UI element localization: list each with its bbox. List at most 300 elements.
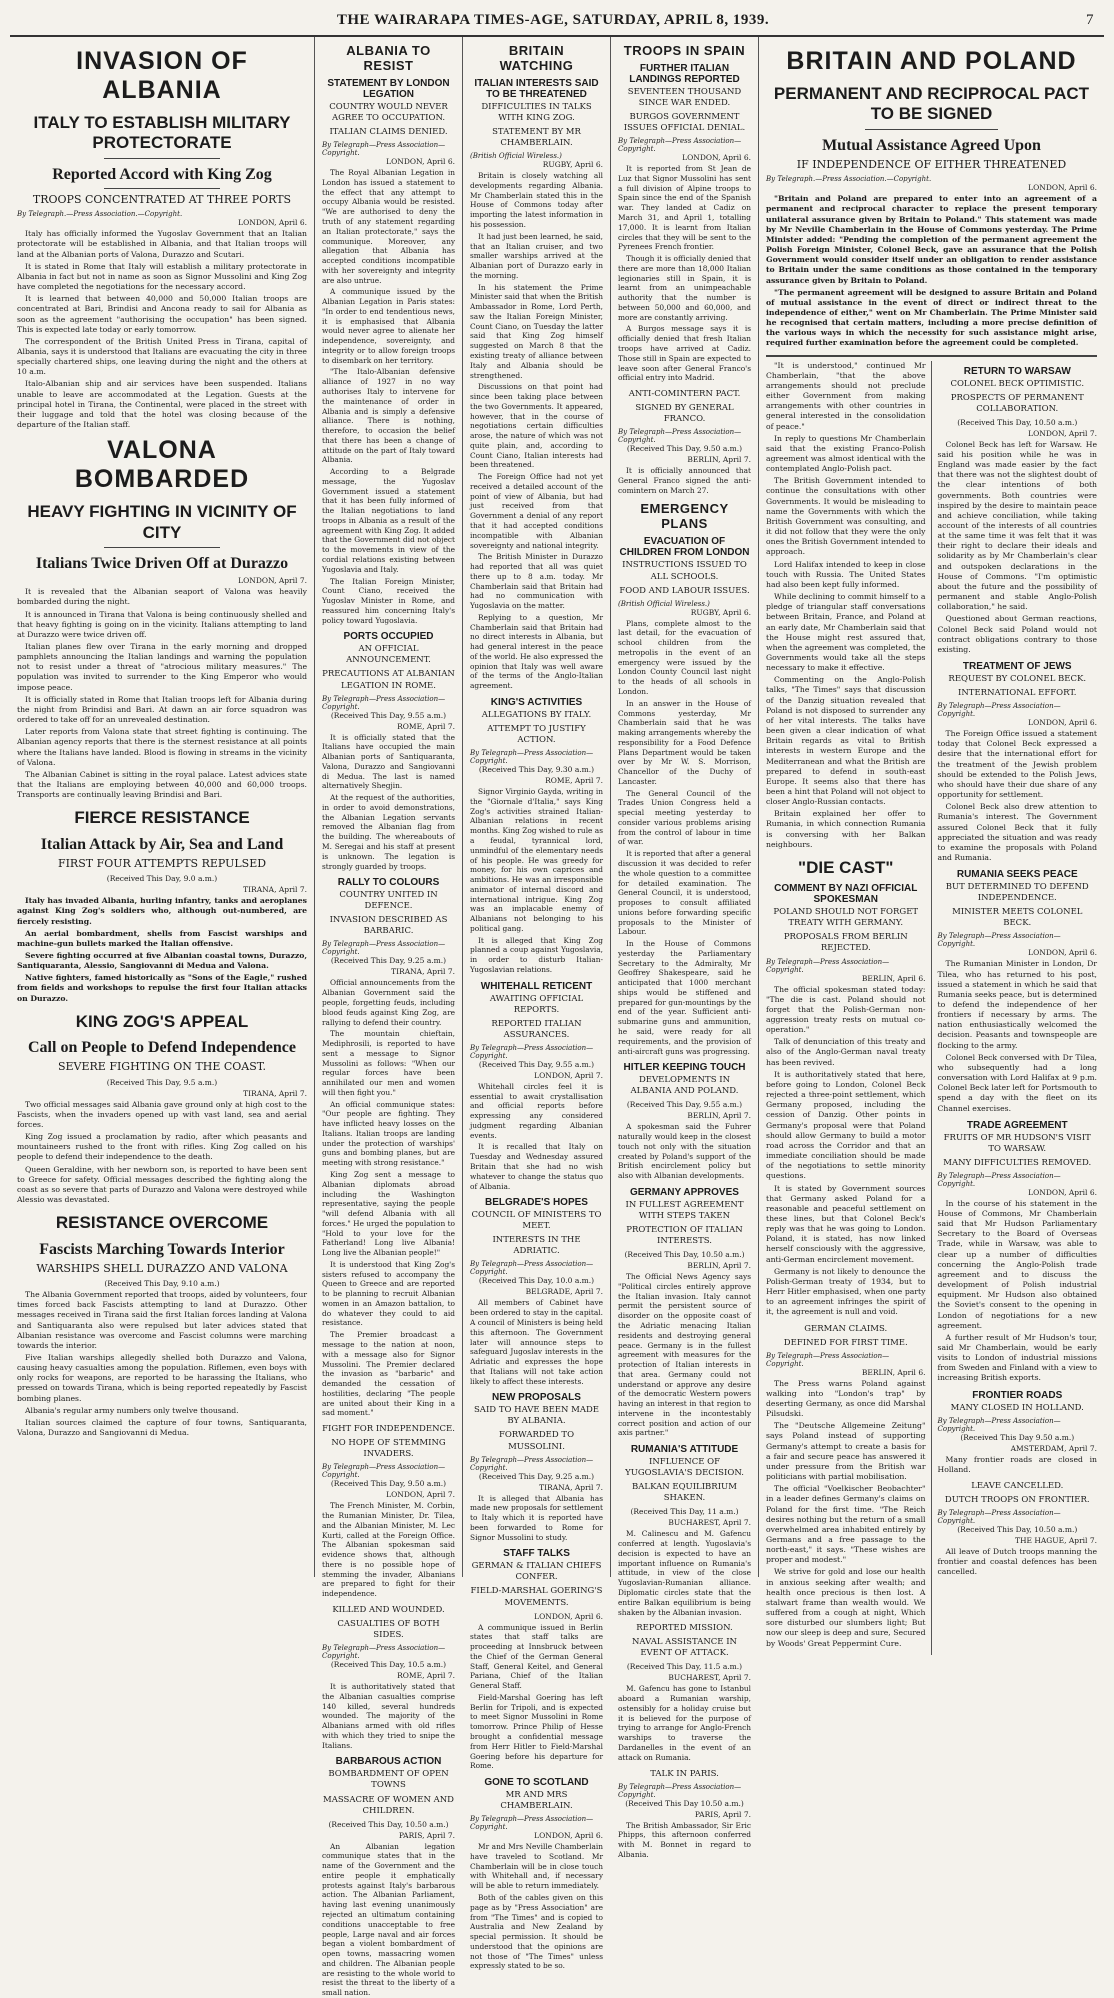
deck: COLONEL BECK OPTIMISTIC. [950,378,1085,389]
headline: RALLY TO COLOURS [337,877,440,889]
paragraph: The Italian Foreign Minister, Count Ciano, received the Yugoslav Minister in Rome, and reassured him concerning Italy's policy toward Yugoslavia. [322,576,455,625]
story-anti-comintern [618,389,751,495]
deck: DEFINED FOR FIRST TIME. [783,1337,908,1348]
credit-line: By Telegraph.—Press Association.—Copyright. [766,175,932,184]
paragraph: The correspondent of the British United Press in Tirana, capital of Albania, says it is understood that Italians are evacuating the city in three specially chartered ships, one leaving during the night and the others at 10 a.m. [17,336,307,377]
received-line: (Received This Day 9.50 a.m.) [960,1432,1075,1442]
paragraph: "The permanent agreement will be designed to assure Britain and Poland of mutual assistance in the event of direct or indirect threat to the independence of either," went on Mr Chamberlain. The Prime Minister said he recognised that certain matters, including a more precise definition of the various ways in which the necessity for such assistance might arise, required further examination before the agreement could be completed. [766,287,1097,348]
newspaper-page [10,8,1104,1998]
dateline: ROME, April 7. [397,1671,455,1681]
paragraph: King Zog sent a message to Albanian diplomats abroad including the Washington representative, saying the people "will defend Albania with all forces." He urged the population to "Hold to your love for the Fatherland! Long live Albania! Long live the Albanian people!" [322,1170,455,1258]
story-ports-occupied [322,631,455,871]
paragraph: The Albanian Cabinet is sitting in the royal palace. Latest advices state that the Italians are employing between 40,000 and 60,000 troops. Transports are continually leaving Brindisi and Bari. [17,769,307,800]
dateline: ROME, April 7. [397,721,455,731]
paragraph: A spokesman said the Fuhrer naturally would keep in the closest touch not only with the situation created by Poland's support of the British encirclement policy but also with Albanian developments. [618,1122,751,1181]
column-5-right [938,361,1098,1655]
dateline: LONDON, April 7. [386,1490,455,1500]
dateline: BERLIN, April 7. [687,455,751,465]
paragraph: Though it is officially denied that there are more than 18,000 Italian legionaries still in Spain, it is learnt from an unimpeachable authority that the number is between 50,000 and 60,000, and more are constantly arriving. [618,254,751,322]
credit-line: By Telegraph—Press Association—Copyright. [618,1782,742,1799]
dateline: LONDON, April 6. [682,153,751,163]
page-number: 7 [1086,12,1094,28]
deck: AWAITING OFFICIAL REPORTS. [489,993,584,1015]
credit-line: By Telegraph—Press Association—Copyright. [766,1351,890,1368]
column-4 [611,37,759,1859]
masthead [10,8,1104,37]
subheadline: Italian Attack by Air, Sea and Land [40,835,284,853]
deck: FOOD AND LABOUR ISSUES. [619,585,750,596]
paragraph: M. Gafencu has gone to Istanbul aboard a Rumanian warship, ostensibly for a holiday cruise but it is believed for the purpose of trying to arrange for Anglo-French warships to traverse the Dardanelles in the event of an attack on Rumania. [618,1684,751,1762]
paragraph: A communique issued by the Albanian Legation in Paris states: "In order to end tendentious news, it is emphasised that Albania would never agree to alienate her independence, sovereignty, and integrity or to allow foreign troops to disembark on her territory. [322,287,455,365]
deck: COUNTRY WOULD NEVER AGREE TO OCCUPATION. [329,102,448,124]
dateline: AMSTERDAM, April 7. [1010,1443,1097,1453]
credit-line: (British Official Wireless.) [618,599,710,608]
credit-line: By Telegraph.—Press Association.—Copyright. [17,210,183,219]
story-fierce-resistance [17,808,307,1003]
paragraph: Questioned about German reactions, Colonel Beck said Poland would not contract obligations contrary to those existing. [937,614,1097,654]
paragraph: It had just been learned, he said, that an Italian cruiser, and two smaller warships arrived at the Albanian port of Durazzo early in the morning. [470,231,603,280]
paragraph: Commenting on the Anglo-Polish talks, "The Times" says that discussion of the Danzig situation revealed that Poland is not disposed to surrender any of her vital interests. The talks have been given a clear indication of what Britain regards as vital to British interests in western Europe and the Mediterranean and what the British are prepared to defend in south-east Europe. It seems also that there has been a hint that Poland will not object to closer Anglo-Russian contacts. [766,675,926,807]
deck: INTERESTS IN THE ADRIATIC. [492,1235,581,1257]
dateline: TIRANA, April 7. [243,885,307,895]
headline: BELGRADE'S HOPES [485,1197,588,1209]
paragraph: Colonel Beck conversed with Dr Tilea, who subsequently had a long conversation with Lord Halifax at 9 p.m. Colonel Beck later left for Portsmouth to spend a day with the fleet on its Channel exercises. [937,1052,1097,1113]
deck: PROSPECTS OF PERMANENT COLLABORATION. [950,392,1084,414]
deck: MINISTER MEETS COLONEL BECK. [952,907,1083,929]
paragraph: Later reports from Valona state that street fighting is continuing. The Albanian agency reports that there is the sternest resistance at all points where the Italians have landed. Blood is flowing in streams in the vicinity of Valona. [17,727,307,767]
story-frontier-roads [938,1390,1098,1475]
paragraph: Colonel Beck has left for Warsaw. He said his position while he was in England was made easier by the fact that there was not the slightest doubt of the clear intentions of both governments. Both countries were inspired by the desire to maintain peace and achieve conciliation, while taking account of the interests of all countries at the same time it was felt that it was their right to declare their ideals and solidarity as by Mr Chamberlain's clear and outspoken declarations in the House of Commons. "I'm optimistic about the future and the possibility of permanent and stable Anglo-Polish collaboration," he said. [937,439,1097,612]
dateline: LONDON, April 7. [534,1070,603,1080]
headline: BRITAIN AND POLAND [786,47,1077,75]
dateline: LONDON, April 6. [1028,1187,1097,1197]
received-line: (Received This Day, 10.50 a.m.) [624,1250,745,1260]
received-line: (Received This Day, 10.50 a.m.) [957,1525,1078,1535]
deck: INSTRUCTIONS ISSUED TO ALL SCHOOLS. [622,560,747,582]
paragraph: The British Ambassador, Sir Eric Phipps, this afternoon conferred with M. Bonnet in regard to Albania. [618,1820,751,1859]
paragraph: In reply to questions Mr Chamberlain said that the existing Franco-Polish agreement was almost identical with the contemplated Anglo-Polish pact. [766,433,926,474]
headline: BRITAIN WATCHING [499,43,574,73]
paragraph: It is officially announced that General Franco signed the anti-comintern on March 27. [618,466,751,495]
deck: FRUITS OF MR HUDSON'S VISIT TO WARSAW. [943,1132,1091,1154]
story-rumania-seeks-peace [938,869,1098,1114]
credit-line: By Telegraph—Press Association—Copyright. [618,137,742,154]
headline: WHITEHALL RETICENT [480,980,593,992]
deck: GERMAN & ITALIAN CHIEFS CONFER. [471,1561,602,1583]
deck: FIGHT FOR INDEPENDENCE. [322,1424,455,1435]
paragraph: While declining to commit himself to a pledge of triangular staff conversations between Britain, France, and Poland at an early date, Mr Chamberlain said that the House might rest assured that, when the agreement was completed, the Governments would take all the steps necessary to make it effective. [766,592,926,673]
story-britain-and-poland [766,47,1097,349]
deck: IN FULLEST AGREEMENT WITH STEPS TAKEN [625,1199,744,1222]
subheadline: STATEMENT BY LONDON LEGATION [327,78,450,100]
paragraph: Mr and Mrs Neville Chamberlain have traveled to Scotland. Mr Chamberlain will be in close touch with Whitehall and, if necessary will be able to return immediately. [470,1842,603,1891]
received-line: (Received This Day, 10.5 a.m.) [330,1660,447,1670]
headline: "DIE CAST" [798,857,894,877]
story-talk-in-paris [618,1769,751,1860]
paragraph: It is authoritatively stated that the Albanian casualties comprise 140 killed, several hundreds wounded. The majority of the Albanians armed with old rifles with which they tried to snipe the Italians. [322,1682,455,1750]
headline: STAFF TALKS [503,1548,570,1560]
paragraph: "Britain and Poland are prepared to enter into an agreement of a permanent and reciprocal character to replace the present temporary unilateral assurance given by Britain to Poland." This statement was made by Mr Neville Chamberlain in the House of Commons yesterday. The Prime Minister added: "Pending the completion of the permanent agreement the Polish Foreign Minister, Colonel Beck, gave an assurance that the Polish Government would consider itself under an obligation to render assistance to Britain under the same conditions as those contained in the temporary assurance given by Britain to Poland. [766,194,1097,285]
dateline: LONDON, April 6. [386,157,455,167]
credit-line: By Telegraph—Press Association—Copyright. [937,932,1061,949]
dateline: BERLIN, April 6. [861,973,926,983]
credit-line: By Telegraph—Press Association—Copyright. [618,428,742,445]
received-line: (Received This Day, 9.55 a.m.) [626,1100,743,1110]
dateline: BUCHAREST, April 7. [668,1518,751,1528]
story-resistance-overcome [17,1213,307,1438]
credit-line: By Telegraph—Press Association—Copyright. [322,694,446,711]
headline: FIERCE RESISTANCE [74,808,250,828]
received-line: (Received This Day, 9.0 a.m.) [106,874,218,884]
paragraph: It is revealed that the Albanian seaport of Valona was heavily bombarded during the night. [17,587,307,607]
deck: SAID TO HAVE BEEN MADE BY ALBANIA. [473,1405,599,1427]
deck: DIFFICULTIES IN TALKS WITH KING ZOG. [481,102,592,124]
credit-line: By Telegraph—Press Association—Copyright. [322,141,446,158]
dateline: BERLIN, April 7. [687,1261,751,1271]
paragraph: It is reported from St Jean de Luz that Signor Mussolini has sent a full division of Alpine troops to Spain since the end of the Spanish war. They landed at Cadiz on March 31, and April 1, totalling 17,000. It is learnt from Italian circles that they will be sent to the Pyrenees French frontier. [618,164,751,252]
headline: INVASION OF ALBANIA [76,47,248,104]
headline: ALBANIA TO RESIST [346,43,431,73]
deck: BOMBARDMENT OF OPEN TOWNS [328,1769,449,1791]
paragraph: The Press warns Poland against walking into "London's trap" by deserting Germany, as once did Marshal Pilsudski. [766,1378,926,1419]
deck: DEVELOPMENTS IN ALBANIA AND POLAND. [630,1075,739,1097]
paragraph: Britain explained her offer to Rumania, in which connection Rumania is conversing with her Balkan neighbours. [766,809,926,849]
headline: FRONTIER ROADS [972,1389,1063,1401]
received-line: (Received This Day 10.50 a.m.) [625,1798,744,1808]
credit-line: By Telegraph—Press Association—Copyright. [470,1455,594,1472]
credit-line: By Telegraph—Press Association—Copyright. [322,1644,446,1661]
headline: EMERGENCY PLANS [640,501,729,532]
credit-line: By Telegraph—Press Association—Copyright. [937,702,1061,719]
deck: WARSHIPS SHELL DURAZZO AND VALONA [36,1261,288,1275]
paragraph: The Royal Albanian Legation in London has issued a statement to the effect that any attempt to occupy Albania would be resisted. "We are authorised to deny the truth of any statement regarding an Italian protectorate," says the communique. Moreover, any allegation that Albania has accepted conditions incompatible with her sovereignty and integrity are also untrue. [322,168,455,285]
subheadline: Reported Accord with King Zog [52,165,272,183]
paragraph: The Albania Government reported that troops, aided by volunteers, four times forced back Fascists attempting to land at Durazzo. Other messages received in Tirana said the first Italian forces landing at Valona and Santiquaranta also were repulsed but later advices stated that Albanian resistance was overcome and Fascist columns were marching towards the interior. [17,1290,307,1350]
paragraph: The official spokesman stated today: "The die is cast. Poland should not forget that the Polish-German non-aggression treaty rests on mutual co-operation." [766,984,926,1035]
deck: DUTCH TROOPS ON FRONTIER. [944,1495,1090,1506]
headline: PORTS OCCUPIED [343,631,434,643]
paragraph: Italy has officially informed the Yugoslav Government that an Italian protectorate will be established in Albania, and that Italian troops will land at the Albanian ports of Valona, Durazzo and Scutari. [17,229,307,259]
deck: BALKAN EQUILIBRIUM SHAKEN. [632,1482,737,1504]
story-hitler-keeping-touch [618,1062,751,1181]
credit-line: By Telegraph—Press Association—Copyright. [470,749,594,766]
paragraph: Queen Geraldine, with her newborn son, is reported to have been sent to Greece for safety. Official messages described the fighting along the coast as so severe that parts of Durazzo and Valona were destroyed while Alessio was devastated. [17,1164,307,1205]
paragraph: It is reported that after a general discussion it was decided to refer the whole question to a committee for detailed examination. The General Council, it is understood, proposes to consult affiliated unions before forwarding specific proposals to the Minister of Labour. [618,849,751,937]
paragraph: The French Minister, M. Corbin, the Rumanian Minister, Dr. Tilea, and the Albanian Minister, M. Lec Kurti, called at the Foreign Office. The Albanian spokesman said evidence shows that, although there is no possible hope of stemming the invader, Albanians are prepared to fight for their independence. [322,1501,455,1599]
deck: ITALIAN CLAIMS DENIED. [329,127,448,138]
deck: AN OFFICIAL ANNOUNCEMENT. [346,644,431,666]
deck: FIELD-MARSHAL GOERING'S MOVEMENTS. [470,1586,603,1608]
deck: KILLED AND WOUNDED. [332,1604,445,1615]
story-reported-mission [618,1623,751,1762]
story-barbarous-action [322,1756,455,1997]
paragraph: M. Calinescu and M. Gafencu conferred at length. Yugoslavia's decision is expected to have an important influence on Rumania's attitude, in view of the close Yugoslavian-Rumanian alliance. Diplomatic circles state that the entire Balkan equilibrium is being shaken by the Albanian invasion. [618,1529,751,1617]
credit-line: By Telegraph—Press Association—Copyright. [937,1509,1061,1526]
received-line: (Received This Day, 11.5 a.m.) [626,1662,743,1672]
headline: TREATMENT OF JEWS [962,661,1072,673]
subheadline: Mutual Assistance Agreed Upon [822,136,1041,154]
deck: INTERNATIONAL EFFORT. [958,688,1077,699]
paragraph: The Foreign Office had not yet received a detailed account of the point of view of Albania, but had just received from that Government a denial of any report that it had accepted conditions incompatible with Albanian sovereignty and national integrity. [470,472,603,550]
story-germany-approves [618,1187,751,1438]
paragraph: "The Italo-Albanian defensive alliance of 1927 in no way authorises Italy to intervene for the maintenance of order in Albania and is simply a defensive alliance. There is nothing, therefore, to occasion the belief that there has been a change of attitude on the part of Italy toward Albania. [322,367,455,465]
deck: ALLEGATIONS BY ITALY. [481,710,592,720]
paragraph: Colonel Beck also drew attention to Rumania's interest. The Government assured Colonel Beck that it fully appreciated the situation and was ready to examine the proposals with Poland and Rumania. [937,802,1097,862]
dateline: LONDON, April 6. [534,1611,603,1621]
paragraph: Italo-Albanian ship and air services have been suspended. Italians unable to leave are accommodated at the Legation. Guests at the principal hotel in Tirana, the Continental, were placed in the street with their luggage and told that the hotel was closing because of the departure of the Italian staff. [17,379,307,430]
story-rally-to-colours [322,877,455,1418]
story-invasion-of-albania [17,47,307,430]
headline: GONE TO SCOTLAND [484,1777,589,1789]
headline: GERMANY APPROVES [630,1186,739,1198]
deck: PROTECTION OF ITALIAN INTERESTS. [626,1225,743,1247]
paragraph: Germany is not likely to denounce the Polish-German treaty of 1934, but to Herr Hitler emphasised, when one party to an agreement infringes the spirit of it, the agreement is null and void. [766,1266,926,1317]
story-whitehall-reticent [470,981,603,1192]
dateline: PARIS, April 7. [398,1830,455,1840]
credit-line: By Telegraph—Press Association—Copyright. [470,1043,594,1060]
dateline: ROME, April 7. [545,776,603,786]
dateline: RUGBY, April 6. [690,607,751,617]
paragraph: Many frontier roads are closed in Holland. [937,1454,1097,1474]
story-kings-activities [470,697,603,975]
deck: INFLUENCE OF YUGOSLAVIA'S DECISION. [625,1457,744,1479]
credit-line: By Telegraph—Press Association—Copyright. [470,1815,594,1832]
received-line: (Received This Day, 10.0 a.m.) [478,1276,595,1286]
dateline: LONDON, April 6. [238,218,307,228]
headline: TROOPS IN SPAIN [623,43,746,58]
headline: NEW PROPOSALS [492,1392,581,1404]
deck: BURGOS GOVERNMENT ISSUES OFFICIAL DENIAL. [623,112,746,134]
credit-line: By Telegraph—Press Association—Copyright. [766,957,890,974]
deck: MR AND MRS CHAMBERLAIN. [500,1790,573,1812]
dateline: TIRANA, April 7. [539,1482,603,1492]
deck: TALK IN PARIS. [650,1768,719,1779]
deck: MANY DIFFICULTIES REMOVED. [943,1157,1092,1168]
paragraph: The British Minister in Durazzo had reported that all was quiet there up to 8 a.m. today. Mr Chamberlain said that Britain had had no communication with Yugoslavia on the matter. [470,552,603,611]
story-king-zogs-appeal [17,1012,307,1205]
paragraph: It is learned that between 40,000 and 50,000 Italian troops are concentrated at Bari, Brindisi and Ancona ready to sail for Albania as soon as the agreement "authorising the occupation" has been signed. This is expected late today or early tomorrow. [17,294,307,334]
paragraph: In the House of Commons yesterday the Parliamentary Secretary to the Admiralty, Mr Geoffrey Shakespeare, said he anticipated that 1000 merchant ships would be stiffened and prepared for gun-mountings by the end of the year. Sufficient anti-submarine guns and ammunition, he said, were ready for all requirements, and the provision of anti-aircraft guns was progressing. [618,939,751,1056]
story-britain-watching [470,43,603,691]
credit-line: By Telegraph—Press Association—Copyright. [322,940,446,957]
deck: MASSACRE OF WOMEN AND CHILDREN. [323,1794,454,1816]
deck: SEVENTEEN THOUSAND SINCE WAR ENDED. [627,87,742,109]
story-rumanias-attitude [618,1444,751,1617]
paragraph: A communique issued in Berlin states that staff talks are proceeding at Innsbruck between the Chief of the German General Staff, General Keitel, and General Pariana, Chief of the Italian General Staff. [470,1622,603,1691]
deck: SIGNED BY GENERAL FRANCO. [635,403,734,425]
credit-line: By Telegraph—Press Association—Copyright. [470,1260,594,1277]
dateline: TIRANA, April 7. [391,967,455,977]
paragraph: Field-Marshal Goering has left Berlin for Tripoli, and is expected to meet Signor Mussolini in Rome tomorrow. Prince Philip of Hesse brought a confidential message from Herr Hitler to Field-Marshal Goering before his departure for Rome. [470,1692,603,1771]
story-trade-agreement [938,1120,1098,1384]
paragraph: Italian planes flew over Tirana in the early morning and dropped pamphlets announcing the Italian landings and warning the population not to resist under a threat of "atrocious military measures." The population was invited to surrender to the King Emperor who would impose peace. [17,641,307,692]
subheadline: Fascists Marching Towards Interior [39,1240,285,1258]
dateline: LONDON, April 6. [1028,718,1097,728]
dateline: LONDON, April 6. [534,1831,603,1841]
paragraph: It is stated by Government sources that Germany asked Poland for a reasonable and peaceful settlement on these lines, but that Colonel Beck's reply was that he was going to London. Poland, it is stated, has now linked herself consciously with the aggressive, anti-German encirclement movement. [766,1183,926,1264]
paragraph: The Official News Agency says "Political circles entirely approve the Italian invasion. Italy cannot permit the persistent source of disorder on the opposite coast of the Adriatic menacing Italian residents and destroying general peace. Germany is in the fullest agreement with measures for the protection of Italian interests in that area. Germany could not understand or approve any desire of the democratic Western powers having an interest in that region to intervene in the incontestably correct position and action of our axis partner." [618,1272,751,1438]
subheadline: PERMANENT AND RECIPROCAL PACT TO BE SIGNED [773,84,1090,124]
paragraph: The General Council of the Trades Union Congress held a special meeting yesterday to consider various problems arising from the control of labour in time of war. [618,788,751,847]
dateline: THE HAGUE, April 7. [1014,1536,1097,1546]
dateline: BERLIN, April 6. [861,1367,926,1377]
credit-line: By Telegraph—Press Association—Copyright. [937,1416,1061,1433]
received-line: (Received This Day, 9.30 a.m.) [478,765,595,775]
paragraph: It is officially stated that the Italians have occupied the main Albanian ports of Santiquaranta, Valona, Durazzo and Sangiovanni di Medua. The last is named alternatively Shegjin. [322,732,455,791]
story-troops-in-spain [618,43,751,383]
subheadline: ITALY TO ESTABLISH MILITARY PROTECTORATE [33,113,291,153]
deck: GERMAN CLAIMS. [804,1323,888,1334]
paragraph: King Zog issued a proclamation by radio, after which peasants and mountaineers rushed to the front with rifles. King Zog called on his people to defend their independence to the death. [17,1132,307,1162]
dateline: LONDON, April 6. [1028,948,1097,958]
received-line: (Received This Day, 9.50 a.m.) [626,444,743,454]
dateline: RUGBY, April 6. [542,160,603,170]
paragraph: The British Government intended to continue the consultations with other Governments. It would be misleading to name the Governments with which the British Government was consulting, and it did not follow that they were the only ones the British Government intended to approach. [766,476,926,557]
paragraph: The Premier broadcast a message to the nation at noon, with a message also for Signor Mussolini. The Premier declared the invasion as "barbaric" and demanded the cessation of hostilities, declaring "The people are united about their King in a sad moment." [322,1330,455,1418]
deck: FIRST FOUR ATTEMPTS REPULSED [57,856,267,870]
paragraph: It is officially stated in Rome that Italian troops left for Albania during the night from Brindisi and Bari. At dawn an air force squadron was ordered to take off for an unrevealed destination. [17,694,307,725]
paragraph: It is alleged that King Zog planned a coup against Yugoslavia, in order to disturb Italian-Yugoslavian relations. [470,935,603,974]
paragraph: The official "Voelkischer Beobachter" in a leader defines Germany's claims on Poland for the first time. "The Reich desires nothing but the return of a small overwhelmed area inhabited entirely by Germans and a free passage to the north-east," it says. "These wishes are proper and modest." [766,1484,926,1565]
dateline: LONDON, April 7. [1028,428,1097,438]
deck: PROPOSALS FROM BERLIN REJECTED. [783,932,908,954]
paragraph: Two official messages said Albania gave ground only at high cost to the Fascists, when the invaders opened up with vast land, sea and aerial forces. [17,1099,307,1129]
paragraph: In an answer in the House of Commons yesterday, Mr Chamberlain said that he was making arrangements whereby the responsibility for a Food Defence Plans Department would be taken over by Mr W. S. Morrison, Chancellor of the Duchy of Lancaster. [618,698,751,786]
deck: PRECAUTIONS AT ALBANIAN LEGATION IN ROME. [322,669,455,691]
headline: RUMANIA'S ATTITUDE [630,1444,739,1456]
story-leave-cancelled [938,1481,1098,1578]
dateline: TIRANA, April 7. [243,1088,307,1098]
paragraph: All leave of Dutch troops manning the frontier and coastal defences has been cancelled. [937,1547,1097,1577]
deck: NO HOPE OF STEMMING INVADERS. [331,1438,446,1460]
story-die-cast [766,858,926,1318]
deck: SEVERE FIGHTING ON THE COAST. [57,1060,267,1074]
paragraph: Replying to a question, Mr Chamberlain said that Britain had no direct interests in Albania, but had general interest in the peace of the world. He also expressed the opinion that Italy was well aware of the terms of the Anglo-Italian agreement. [470,612,603,691]
headline: HITLER KEEPING TOUCH [623,1062,746,1074]
paragraph: Italian sources claimed the capture of four towns, Santiquaranta, Valona, Durazzo and Sangiovanni di Medua. [17,1417,307,1438]
story-belgrades-hopes [470,1197,603,1386]
headline: KING ZOG'S APPEAL [75,1011,249,1031]
credit-line: By Telegraph—Press Association—Copyright. [322,1463,446,1480]
paragraph: It is understood that King Zog's sisters refused to accompany the Queen to Greece and are reported to be planning to recruit Albanian women in an Amazon battalion, to do whatever they could to aid resistance. [322,1259,455,1328]
story-valona-bombarded [17,436,307,800]
column-5-left [766,361,932,1655]
story-gone-to-scotland [470,1777,603,1971]
deck: POLAND SHOULD NOT FORGET TREATY WITH GERMANY. [773,907,919,929]
deck: BUT DETERMINED TO DEFEND INDEPENDENCE. [945,882,1089,904]
story-new-proposals [470,1392,603,1542]
column-5 [759,37,1104,1648]
dateline: BELGRADE, April 7. [525,1287,603,1297]
paragraph: It is stated in Rome that Italy will establish a military protectorate in Albania in fact but not in name as soon as Signor Mussolini and King Zog have completed the negotiations for the necessary accord. [17,261,307,292]
paragraph: Discussions on that point had since been taking place between the two Governments. It appeared, however, that in the course of negotiations certain difficulties arose, the nature of which was not quite plain, and, according to Count Ciano, Italian interests had been threatened. [470,382,603,470]
received-line: (Received This Day, 9.25 a.m.) [478,1471,595,1481]
story-staff-talks [470,1548,603,1771]
deck: CASUALTIES OF BOTH SIDES. [337,1618,440,1641]
story-emergency-plans [618,501,751,1056]
paragraph: In his statement the Prime Minister said that when the British Ambassador in Rome, Lord Perth, saw the Italian Foreign Minister, Count Ciano, on Tuesday the latter said that King Zog himself suggested on March 8 that the existing treaty of alliance between Italy and Albania should be strengthened. [470,282,603,380]
advertisement: We strive for gold and lose our health in anxious seeking after wealth; and health once precious is then lost. A stalwart frame than wealth would. We suffered from a cough at night, Which sore disturbed our slumbers light; But now our sleep is deep and sure, Secured by Woods' Great Peppermint Cure. [766,1567,926,1648]
column-1 [10,37,315,1577]
story-return-to-warsaw [938,366,1098,655]
paragraph: A Burgos message says it is officially denied that fresh Italian troops have arrived at Cadiz. Those still in Spain are expected to leave soon after General Franco's official entry into Madrid. [618,324,751,383]
credit-line: (British Official Wireless.) [470,152,562,161]
dateline: LONDON, April 6. [1028,183,1097,193]
deck: ANTI-COMINTERN PACT. [628,389,741,400]
column-2 [315,37,463,1998]
subheadline: Italians Twice Driven Off at Durazzo [35,555,289,573]
headline: VALONA BOMBARDED [74,436,250,494]
paragraph: Whitehall circles feel it is essential to await crystallisation and official reports before expressing any considered judgment regarding Albanian events. [470,1081,603,1140]
deck: NAVAL ASSISTANCE IN EVENT OF ATTACK. [631,1637,737,1659]
received-line: (Received This Day, 9.10 a.m.) [104,1279,220,1289]
subheadline: COMMENT BY NAZI OFFICIAL SPOKESMAN [774,883,918,906]
headline: RUMANIA SEEKS PEACE [956,869,1078,881]
story-treatment-of-jews [938,661,1098,863]
paragraph: All members of Cabinet have been ordered to stay in the capital. A council of Ministers is being held this afternoon. The Government later will announce steps to safeguard Jugoslav interests in the Adriatic and expresses the hope that Italians will not take action likely to affect these interests. [470,1298,603,1386]
credit-line: By Telegraph—Press Association—Copyright. [937,1171,1061,1188]
story-german-claims [766,1324,926,1649]
paragraph: An Albanian legation communique states that in the name of the Government and the entire people it emphatically protests against Italy's barbarous action. The Albanian Parliament, having last evening unanimously rejected an ultimatum containing conditions unacceptable to free people, Large naval and air forces began a violent bombardment of open towns, massacring women and children. The Albanian people are resisting to the whole world to resist the threat to the liberty of a small nation. [322,1841,455,1998]
paragraph: It is announced in Tirana that Valona is being continuously shelled and that heavy fighting is going on in the vicinity. Italians attempting to land at Durazzo were twice driven off. [17,609,307,639]
story-killed-and-wounded [322,1605,455,1751]
received-line: (Received This Day, 9.5 a.m.) [106,1077,218,1087]
headline: TRADE AGREEMENT [966,1119,1068,1131]
story-fight-for-independence [322,1424,455,1599]
paragraph: Lord Halifax intended to keep in close touch with Russia. The United States had also been kept fully informed. [766,559,926,589]
column-5-subcolumns [766,361,1097,1655]
subheadline: FURTHER ITALIAN LANDINGS REPORTED [629,63,740,85]
paragraph: "It is understood," continued Mr Chamberlain, "that the above arrangements should not preclude either Government from making arrangements with other countries in general interested in the consolidation of peace." [766,360,926,431]
paragraph: Albania's regular army numbers only twelve thousand. [25,1405,239,1415]
deck: REPORTED MISSION. [636,1623,733,1634]
subheadline: ITALIAN INTERESTS SAID TO BE THREATENED [474,78,599,100]
paragraph: A further result of Mr Hudson's tour, said Mr Chamberlain, would be early visits to London of industrial missions from Sweden and Finland with a view to increasing British exports. [937,1332,1097,1383]
story-albania-to-resist [322,43,455,625]
columns [10,37,1104,1998]
paragraph: The "Deutsche Allgemeine Zeitung" says Poland instead of supporting Germany's attempt to create a basis for a fair and secure peace has answered it under pressure from the British war politicians with partial mobilisation. [766,1421,926,1482]
paragraph: Italy has invaded Albania, hurling infantry, tanks and aeroplanes against King Zog's soldiers who, although out-numbered, are fiercely resisting. [17,896,307,926]
paragraph: The mountain chieftain, Mediphrosili, is reported to have sent a message to Signor Mussolini as follows: "When our regular forces have been annihilated our men and women will then fight you." [322,1029,455,1097]
received-line: (Received This Day, 9.50 a.m.) [330,1479,447,1489]
paragraph: Plans, complete almost to the last detail, for the evacuation of school children from the metropolis in the event of an emergency were issued by the London County Council last night to the heads of all schools in London. [618,618,751,696]
deck: STATEMENT BY MR CHAMBERLAIN. [492,127,581,149]
paragraph: It is authoritatively stated that here, before going to London, Colonel Beck rejected a three-point settlement, which Germany proposed, including the cession of Danzig. Other points in Germany's proposal were that Poland should allow Germany to build a motor road across the Corridor and that an immediate conciliation should be made of the negotiations to settle minority questions. [766,1069,926,1181]
received-line: (Received This Day, 10.50 a.m.) [328,1819,449,1829]
deck: COUNTRY UNITED IN DEFENCE. [339,890,438,912]
received-line: (Received This Day, 10.50 a.m.) [957,417,1078,427]
deck: INVASION DESCRIBED AS BARBARIC. [329,915,448,937]
paragraph: At the request of the authorities, in order to avoid demonstrations, the Albanian Legation servants removed the Albanian flag from the building. The whereabouts of M. Seregai and his staff at present is unknown. The legation is strongly guarded by troops. [322,793,455,871]
dateline: BERLIN, April 7. [687,1111,751,1121]
deck: TROOPS CONCENTRATED AT THREE PORTS [32,192,292,206]
paragraph: Signor Virginio Gayda, writing in the "Giornale d'Italia," says King Zog's activities strained Italian-Albanian relations in recent months. King Zog wished to rule as a feudal, tyrannical lord, unmindful of the elementary needs of his people. He was greedy for money, for his own caprices and ambitions. He was an irresponsible animator of internal discord and international intrigue. King Zog was an implacable enemy of Albanians not belonging to his political gang. [470,787,603,933]
dateline: PARIS, April 7. [694,1809,751,1819]
deck: LEAVE CANCELLED. [971,1481,1064,1491]
paragraph: In the course of his statement in the House of Commons, Mr Chamberlain said that Mr Hudson Parliamentary Secretary to the Board of Overseas Trade, while in Warsaw, was able to clear up a number of difficulties concerning the Anglo-Polish trade agreement and to discuss the development of Polish industrial equipment. Mr Hudson also obtained the Soviet's consent to the opening in London of negotiations for a new agreement. [937,1198,1097,1330]
deck: FORWARDED TO MUSSOLINI. [498,1430,575,1452]
deck: IF INDEPENDENCE OF EITHER THREATENED [796,157,1067,171]
received-line: (Received This Day, 11 a.m.) [630,1507,739,1517]
received-line: (Received This Day, 9.25 a.m.) [330,956,447,966]
headline: KING'S ACTIVITIES [490,697,583,708]
paragraph: Britain is closely watching all developments regarding Albania. Mr Chamberlain stated this in the House of Commons today after importing the latest information in his possession. [470,171,603,230]
deck: REQUEST BY COLONEL BECK. [948,674,1087,685]
headline: RESISTANCE OVERCOME [55,1213,269,1233]
subheadline: Call on People to Defend Independence [28,1039,296,1057]
paragraph: Severe fighting occurred at five Albanian coastal towns, Durazzo, Santiquaranta, Alessio, Sangiovanni di Medua and Valona. [17,950,307,971]
paragraph: An aerial bombardment, shells from Fascist warships and machine-gun bullets marked the Italian offensive. [17,928,307,948]
